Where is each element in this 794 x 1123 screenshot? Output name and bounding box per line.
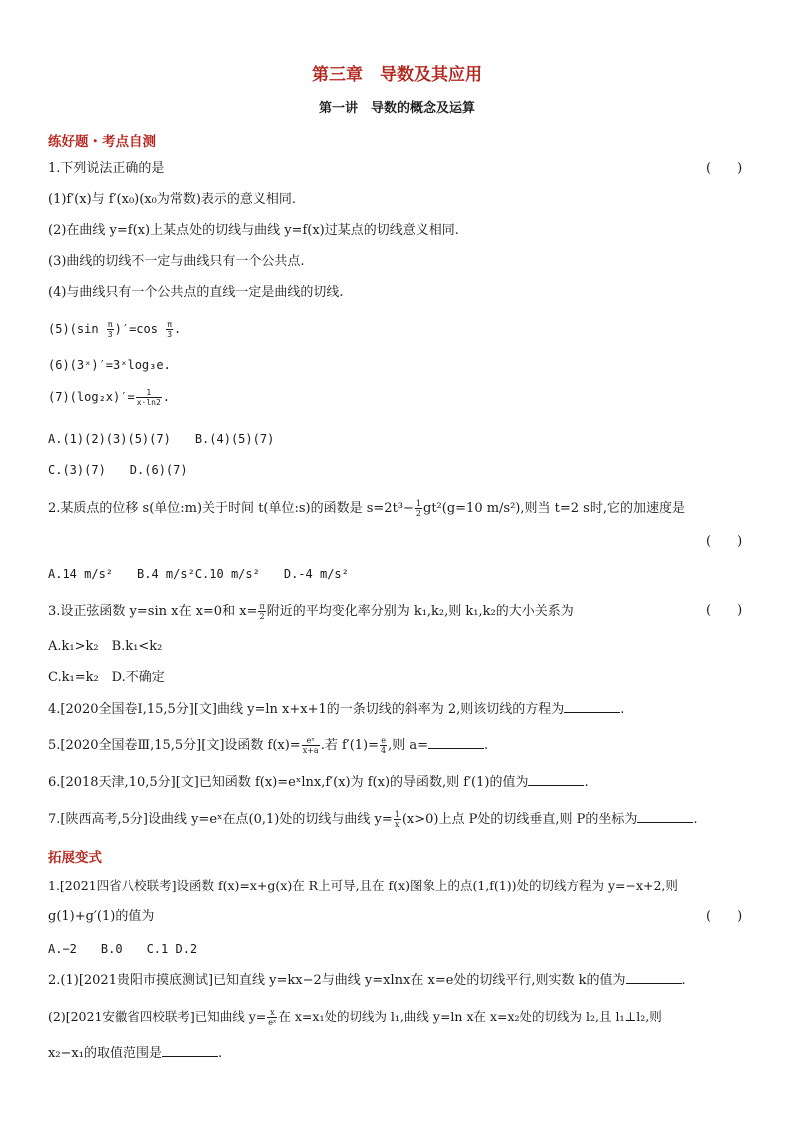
- answer-blank[interactable]: [162, 1044, 218, 1057]
- q5-part-a: 5.[2020全国卷Ⅲ,15,5分][文]设函数 f(x)=: [48, 738, 301, 753]
- fraction-1-over-x: [394, 810, 401, 829]
- q1-statement-4: (4)与曲线只有一个公共点的直线一定是曲线的切线.: [48, 285, 344, 300]
- answer-blank[interactable]: [428, 736, 484, 749]
- q3-stem-part-b: 附近的平均变化率分别为 k₁,k₂,则 k₁,k₂的大小关系为: [266, 604, 574, 619]
- q6-stem: [48, 773, 589, 792]
- period: .: [681, 973, 686, 988]
- q1-statement-5: [48, 320, 181, 339]
- period: .: [584, 775, 589, 790]
- period: .: [620, 702, 625, 717]
- e2-part1: [48, 971, 686, 990]
- frac-den: x·ln2: [136, 398, 161, 407]
- q2-stem: [48, 499, 685, 518]
- e2-part2-line2-text: x₂−x₁的取值范围是: [48, 1046, 162, 1061]
- e2-part2-line2: [48, 1044, 222, 1063]
- answer-blank[interactable]: [528, 773, 584, 786]
- q1-s5-part-a: (5)(sin: [48, 322, 106, 336]
- q2-answer-paren: ( ): [706, 534, 743, 549]
- fraction-1-over-xln2: [136, 388, 162, 407]
- q1-statement-3: (3)曲线的切线不一定与曲线只有一个公共点.: [48, 254, 305, 269]
- e1-stem-line1: 1.[2021四省八校联考]设函数 f(x)=x+g(x)在 R上可导,且在 f(x)图象上的点(1,f(1))处的切线方程为 y=−x+2,则: [48, 878, 678, 893]
- q2-stem-part-a: 2.某质点的位移 s(单位:m)关于时间 t(单位:s)的函数是 s=2t³−: [48, 501, 414, 516]
- frac-den: 2: [259, 612, 265, 621]
- fraction-x-over-ex: [267, 1008, 277, 1027]
- frac-den: x+a: [302, 746, 319, 755]
- frac-num: π: [107, 320, 113, 329]
- e1-answer-paren: ( ): [706, 909, 743, 924]
- e2-part2-line1: [48, 1008, 662, 1027]
- q2-stem-part-b: gt²(g=10 m/s²),则当 t=2 s时,它的加速度是: [423, 501, 685, 516]
- period: .: [484, 738, 489, 753]
- q7-part-b: (x>0)上点 P处的切线垂直,则 P的坐标为: [401, 812, 638, 827]
- fraction-one-half: [415, 499, 422, 518]
- page-title: 第三章 导数及其应用: [312, 65, 482, 85]
- q1-statement-7: [48, 388, 170, 407]
- e2-part2-a: (2)[2021安徽省四校联考]已知曲线 y=: [48, 1009, 267, 1024]
- q3-options-cd: C.k₁=k₂ D.不确定: [48, 670, 165, 685]
- q1-options-ab: A.(1)(2)(3)(5)(7) B.(4)(5)(7): [48, 432, 275, 446]
- q7-part-a: 7.[陕西高考,5分]设曲线 y=eˣ在点(0,1)处的切线与曲线 y=: [48, 812, 393, 827]
- frac-num: π: [167, 320, 173, 329]
- q4-stem: [48, 700, 624, 719]
- e1-stem-line2: g(1)+g′(1)的值为: [48, 909, 155, 924]
- section-heading-practice: 练好题・考点自测: [48, 134, 156, 150]
- frac-num: 1: [415, 499, 421, 508]
- frac-num: 1: [136, 388, 162, 398]
- q3-stem-part-a: 3.设正弦函数 y=sin x在 x=0和 x=: [48, 604, 258, 619]
- q2-options: A.14 m/s² B.4 m/s²C.10 m/s² D.-4 m/s²: [48, 567, 349, 581]
- e2-part2-b: 在 x=x₁处的切线为 l₁,曲线 y=ln x在 x=x₂处的切线为 l₂,且 l₁⊥l₂,则: [278, 1009, 662, 1024]
- answer-blank[interactable]: [637, 810, 693, 823]
- frac-num: e: [381, 736, 386, 745]
- period: .: [693, 812, 698, 827]
- q4-text: 4.[2020全国卷Ⅰ,15,5分][文]曲线 y=ln x+x+1的一条切线的斜率为 2,则该切线的方程为: [48, 702, 565, 717]
- period: .: [217, 1046, 223, 1061]
- frac-den: 3: [107, 330, 113, 339]
- q5-part-c: ,则 a=: [388, 738, 429, 753]
- page-subtitle: 第一讲 导数的概念及运算: [318, 101, 475, 116]
- section-heading-extension: 拓展变式: [48, 850, 102, 866]
- q1-s7-part-c: .: [162, 390, 171, 404]
- frac-num: π: [259, 602, 265, 611]
- q1-statement-2: (2)在曲线 y=f(x)上某点处的切线与曲线 y=f(x)过某点的切线意义相同.: [48, 223, 459, 238]
- q3-answer-paren: ( ): [706, 603, 743, 618]
- fraction-pi-over-3: [107, 320, 114, 339]
- q1-answer-paren: ( ): [706, 161, 743, 176]
- answer-blank[interactable]: [564, 700, 620, 713]
- frac-den: 2: [415, 509, 421, 518]
- fraction-ex-over-xa: [302, 736, 320, 755]
- frac-den: eˣ: [268, 1018, 277, 1027]
- frac-den: 3: [167, 330, 173, 339]
- q1-statement-1: (1)f′(x)与 f′(x₀)(x₀为常数)表示的意义相同.: [48, 192, 297, 207]
- q1-s5-part-c: .: [174, 322, 182, 336]
- q1-statement-6: (6)(3ˣ)′=3ˣlog₃e.: [48, 358, 171, 372]
- q3-options-ab: A.k₁>k₂ B.k₁<k₂: [48, 639, 163, 654]
- q1-s7-part-a: (7)(log₂x)′=: [48, 390, 135, 404]
- q1-stem: 1.下列说法正确的是: [48, 161, 165, 176]
- frac-den: x: [395, 820, 400, 829]
- q3-stem: [48, 602, 574, 621]
- fraction-e-over-4: [380, 736, 387, 755]
- answer-blank[interactable]: [626, 971, 682, 984]
- frac-num: x: [267, 1008, 277, 1018]
- q5-part-b: .若 f′(1)=: [320, 738, 380, 753]
- q5-stem: [48, 736, 488, 755]
- frac-num: 1: [394, 810, 400, 819]
- e1-options: A.−2 B.0 C.1 D.2: [48, 942, 198, 956]
- q1-s5-part-b: )′=cos: [114, 322, 166, 336]
- q6-text: 6.[2018天津,10,5分][文]已知函数 f(x)=eˣlnx,f′(x)为 f(x)的导函数,则 f′(1)的值为: [48, 775, 529, 790]
- frac-den: 4: [381, 746, 387, 755]
- fraction-pi-over-2: [258, 602, 265, 621]
- q1-options-cd: C.(3)(7) D.(6)(7): [48, 463, 188, 477]
- fraction-pi-over-3: [166, 320, 173, 339]
- frac-num: eˣ: [302, 736, 320, 746]
- q7-stem: [48, 810, 697, 829]
- e2-part1-text: 2.(1)[2021贵阳市摸底测试]已知直线 y=kx−2与曲线 y=xlnx在 x=e处的切线平行,则实数 k的值为: [48, 973, 626, 988]
